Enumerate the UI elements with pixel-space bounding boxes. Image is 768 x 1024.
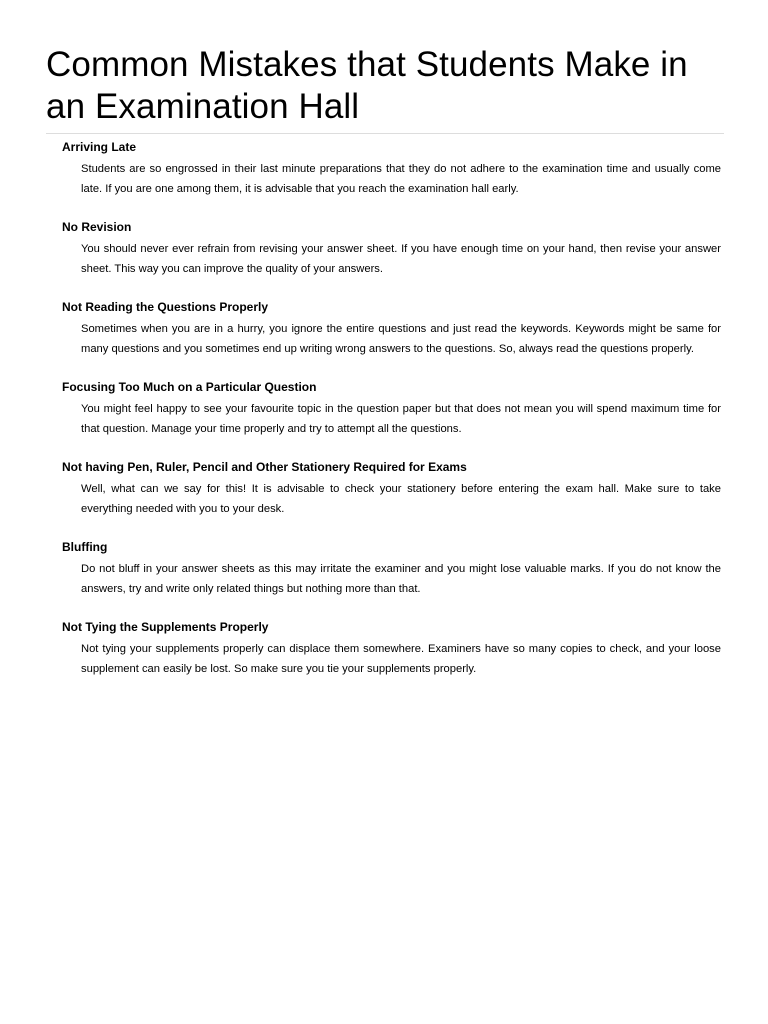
section-focusing-too-much — [0, 380, 768, 439]
section-no-revision — [0, 220, 768, 279]
section-body: Not tying your supplements properly can displace them somewhere. Examiners have so many copies to check, and your loose supplement can easily be lost. So make sure you tie your supplements properly. — [81, 643, 721, 675]
section-heading: Not having Pen, Ruler, Pencil and Other Stationery Required for Exams — [62, 460, 467, 474]
section-spacer — [0, 359, 768, 380]
section-body: You should never ever refrain from revising your answer sheet. If you have enough time on your hand, then revise your answer sheet. This way you can improve the quality of your answers. — [81, 243, 721, 275]
section-spacer — [0, 519, 768, 540]
section-heading: Not Tying the Supplements Properly — [62, 620, 269, 634]
section-supplements — [0, 620, 768, 679]
section-body: Sometimes when you are in a hurry, you ignore the entire questions and just read the keywords. Keywords might be same for many questions and you sometimes end up writing wrong answers to the questions. So, always read the questions properly. — [81, 323, 721, 355]
section-spacer — [0, 439, 768, 460]
section-not-reading-questions — [0, 300, 768, 359]
section-spacer — [0, 599, 768, 620]
section-arriving-late — [0, 140, 768, 199]
section-bluffing — [0, 540, 768, 599]
section-heading: No Revision — [62, 220, 132, 234]
section-body: Do not bluff in your answer sheets as this may irritate the examiner and you might lose valuable marks. If you do not know the answers, try and write only related things but nothing more than that. — [81, 563, 721, 595]
section-spacer — [0, 279, 768, 300]
section-heading: Focusing Too Much on a Particular Question — [62, 380, 317, 394]
section-spacer — [0, 199, 768, 220]
section-body: Well, what can we say for this! It is advisable to check your stationery before entering the exam hall. Make sure to take everything needed with you to your desk. — [81, 483, 721, 515]
page-title: Common Mistakes that Students Make in an Examination Hall — [46, 45, 688, 126]
section-body: You might feel happy to see your favourite topic in the question paper but that does not mean you will spend maximum time for that question. Manage your time properly and try to attempt all the questions. — [81, 403, 721, 435]
title-divider — [46, 133, 724, 134]
section-heading: Bluffing — [62, 540, 108, 554]
section-body: Students are so engrossed in their last minute preparations that they do not adhere to the examination time and usually come late. If you are one among them, it is advisable that you reach the examination hall early. — [81, 163, 721, 195]
section-heading: Arriving Late — [62, 140, 137, 154]
section-stationery — [0, 460, 768, 519]
sections-list — [0, 140, 768, 679]
section-heading: Not Reading the Questions Properly — [62, 300, 269, 314]
